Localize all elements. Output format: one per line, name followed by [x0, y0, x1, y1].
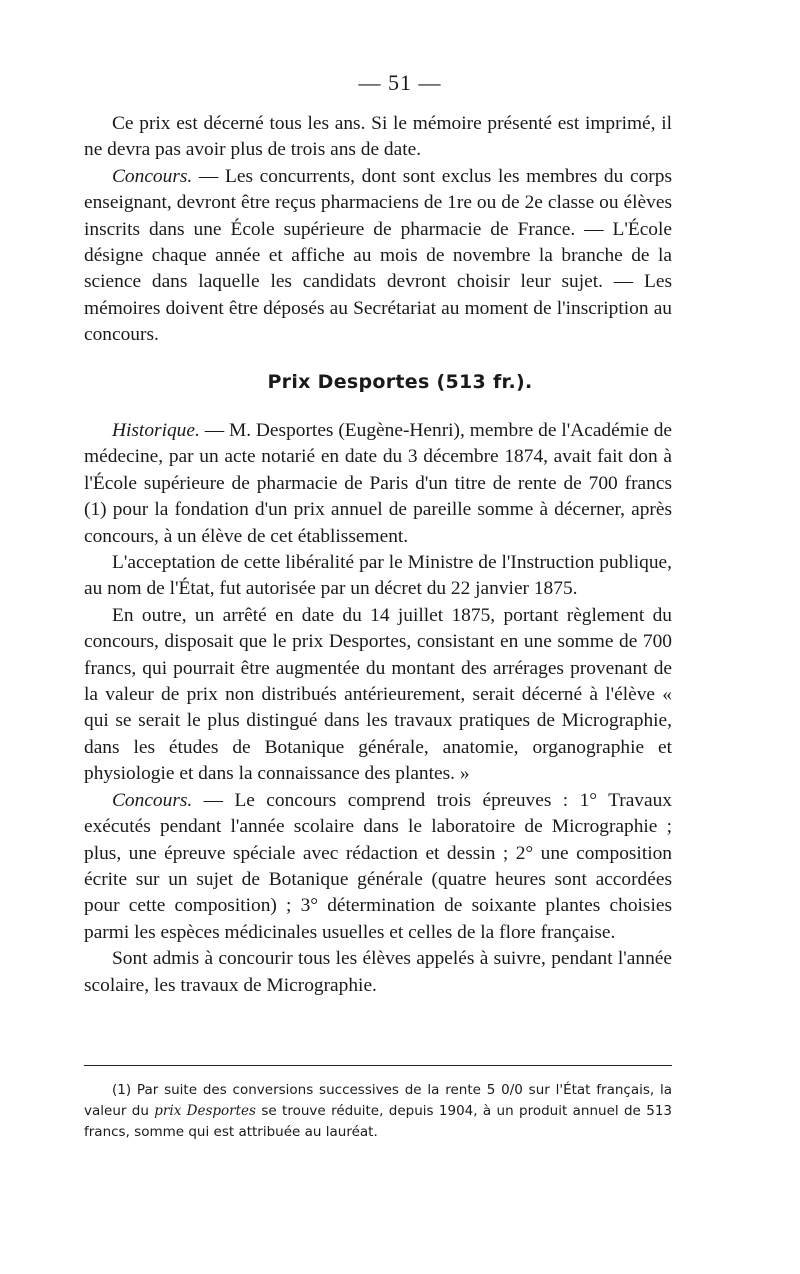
concours-paragraph: [84, 164, 672, 349]
epreuves-text: — Le concours comprend trois épreuves : 1° Travaux exécutés pendant l'année scolaire dans le laboratoire de Micrographie ; plus, une épreuve spéciale avec rédaction et dessin ; 2° une composition écrite sur un sujet de Botanique générale (quatre heures sont accordées pour cette composition) ; 3° détermination de soixante plantes choisies parmi les espèces médicinales usuelles et celles de la flore française.: [84, 789, 672, 943]
historique-text: — M. Desportes (Eugène-Henri), membre de l'Académie de médecine, par un acte notarié en date du 3 décembre 1874, avait fait don à l'École supérieure de pharmacie de Paris d'un titre de rente de 700 francs (1) pour la fondation d'un prix annuel de pareille somme à décerner, après concours, à un élève de cet établissement.: [84, 420, 672, 547]
acceptation-paragraph: L'acceptation de cette libéralité par le Ministre de l'Instruction publique, au nom de l'État, fut autorisée par un décret du 22 janvier 1875.: [84, 552, 672, 600]
footnote-divider: [84, 1065, 672, 1066]
footnote-part-3: se trouve réduite, depuis 1904, à un produit annuel de 513 francs, somme qui est attribuée au lauréat.: [84, 1103, 672, 1140]
footnote: [84, 1080, 672, 1143]
footnote-part-1: (1) Par suite des conversions successives de la rente 5 0/0 sur l'État français, la valeur du: [84, 1082, 672, 1119]
concours-lead: Concours.: [112, 165, 193, 187]
historique-lead: Historique.: [112, 420, 200, 441]
prix-desportes-section: [84, 418, 672, 999]
prize-frequency-paragraph: Ce prix est décerné tous les ans. Si le mémoire présenté est imprimé, il ne devra pas avoir plus de trois ans de date.: [84, 113, 672, 161]
epreuves-lead: Concours.: [112, 789, 193, 811]
arrete-paragraph: En outre, un arrêté en date du 14 juillet 1875, portant règlement du concours, disposait que le prix Desportes, consistant en une somme de 700 francs, qui pourrait être augmentée du montant des arrérages provenant de la valeur de prix non distribués antérieurement, serait décerné à l'élève « qui se serait le plus distingué dans les travaux pratiques de Micrographie, dans les études de Botanique générale, anatomie, organographie et physiologie et dans la connaissance des plantes. »: [84, 604, 672, 785]
section-heading: Prix Desportes (513 fr.).: [267, 371, 533, 393]
epreuves-paragraph: [84, 788, 672, 946]
concours-text: — Les concurrents, dont sont exclus les membres du corps enseignant, devront être reçus pharmaciens de 1re ou de 2e classe ou élèves inscrits dans une École supérieure de pharmacie de France. — L'École désigne chaque année et affiche au mois de novembre la branche de la science dans laquelle les candidats devront choisir leur sujet. — Les mémoires doivent être déposés au Secrétariat au moment de l'inscription au concours.: [84, 165, 672, 346]
admission-paragraph: Sont admis à concourir tous les élèves appelés à suivre, pendant l'année scolaire, les travaux de Micrographie.: [84, 948, 672, 996]
historique-paragraph: [84, 418, 672, 550]
prize-conditions-section: [84, 111, 672, 349]
footnote-prize-name: prix Desportes: [154, 1103, 256, 1119]
page-number: — 51 —: [358, 70, 442, 95]
